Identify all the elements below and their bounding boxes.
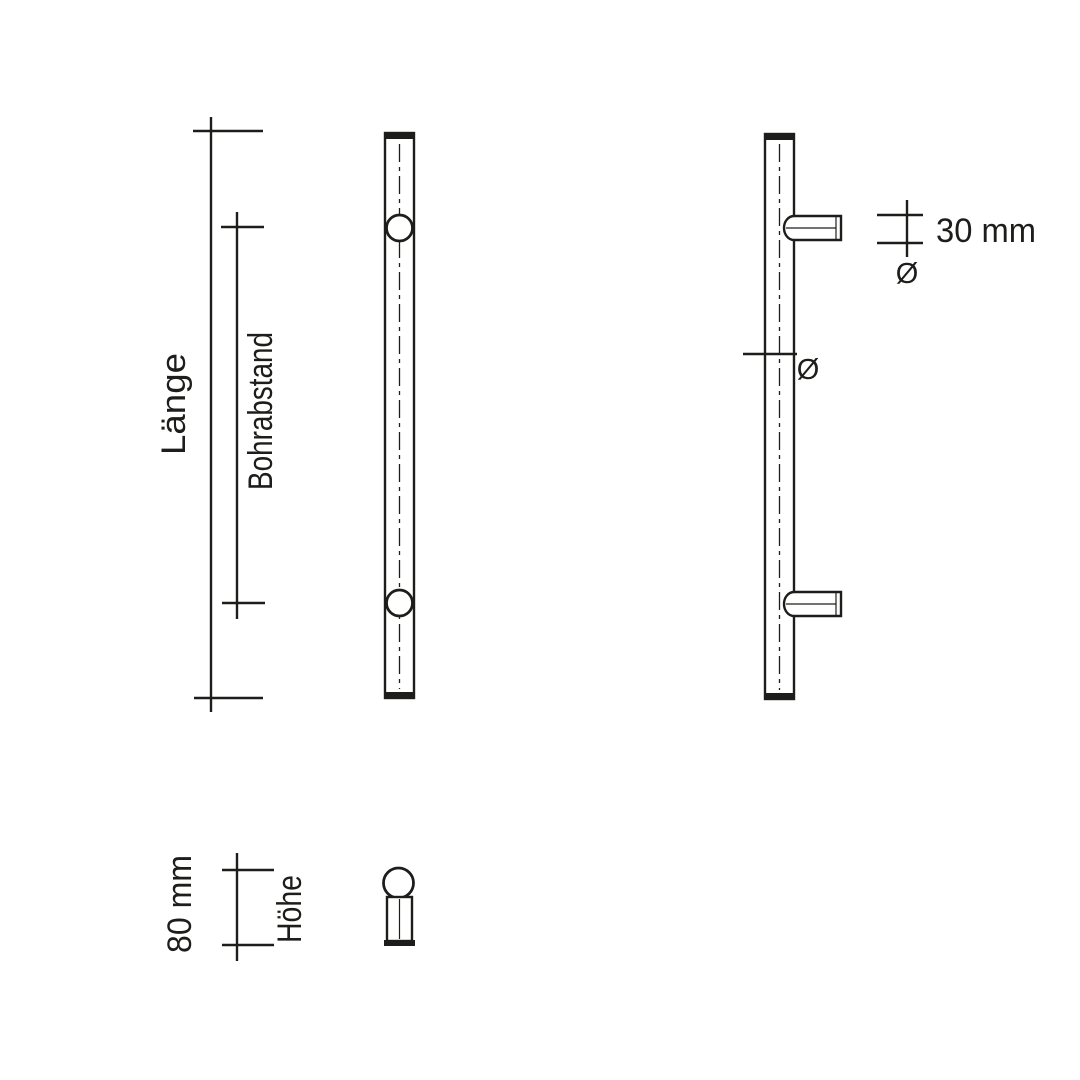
side-view bbox=[743, 134, 841, 699]
standoff-post-top bbox=[784, 216, 841, 240]
front-bar-bottom-cap bbox=[385, 692, 414, 698]
side-bar-top-cap bbox=[765, 134, 794, 140]
length-label: Länge bbox=[155, 360, 193, 455]
hole-distance-dimension bbox=[221, 212, 280, 619]
height-value: 80 mm bbox=[161, 849, 199, 953]
front-view bbox=[385, 133, 414, 698]
height-dimension bbox=[161, 849, 309, 961]
bar-diameter-symbol: Ø bbox=[796, 354, 820, 386]
mounting-hole-bottom bbox=[387, 590, 413, 616]
bottom-view-mounting-base bbox=[384, 940, 415, 946]
standoff-post-bottom bbox=[784, 592, 841, 616]
bottom-view-bar-section bbox=[384, 868, 414, 898]
bottom-view bbox=[384, 868, 416, 946]
diameter-30-dimension bbox=[877, 200, 1036, 290]
front-bar-top-cap bbox=[385, 133, 414, 139]
mounting-hole-top bbox=[387, 215, 413, 241]
dia30-value: 30 mm bbox=[936, 212, 1036, 250]
hole-distance-label: Bohrabstand bbox=[242, 297, 280, 490]
dia30-symbol: Ø bbox=[895, 258, 919, 290]
height-label: Höhe bbox=[271, 861, 309, 943]
side-bar-bottom-cap bbox=[765, 693, 794, 699]
